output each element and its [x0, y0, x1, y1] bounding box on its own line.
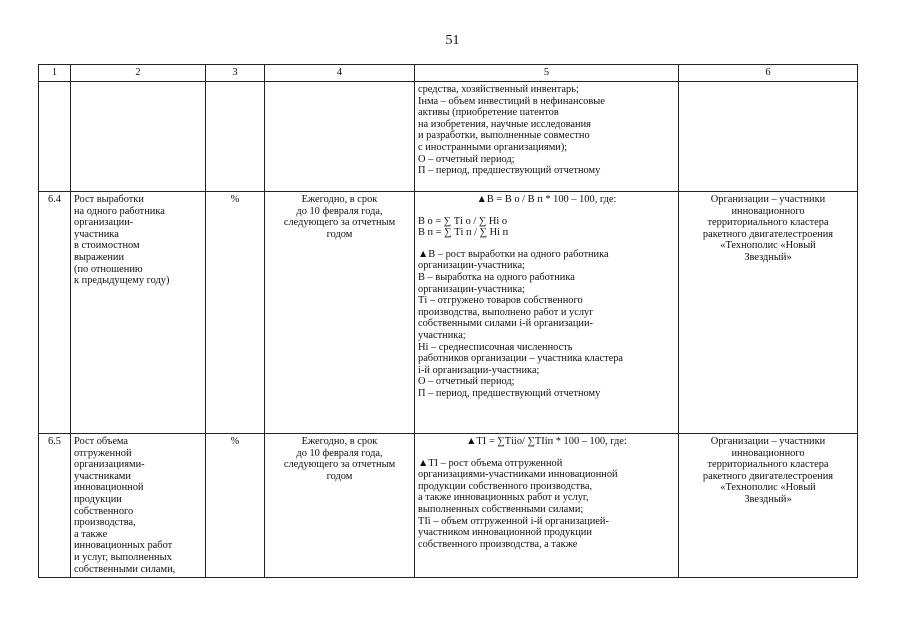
responsible-line: инновационного [731, 205, 805, 217]
cont-num-cell [39, 82, 71, 192]
definition-line: В – выработка на одного работника [418, 271, 575, 283]
definition-line: производства, выполнено работ и услуг [418, 306, 594, 318]
row-6-4-formula [415, 192, 679, 434]
definition-line: i-й организации-участника; [418, 364, 540, 376]
row-6-5-responsible [679, 434, 858, 578]
responsible-line: территориального кластера [707, 459, 829, 471]
definition-line: ▲В – рост выработки на одного работника [418, 248, 609, 260]
term-line: Ежегодно, в срок [301, 436, 378, 447]
name-line: участника [74, 228, 119, 240]
formula-line: Iнма – объем инвестиций в нефинансовые [418, 95, 605, 107]
header-col-5: 5 [415, 65, 679, 82]
name-line: собственными силами, [74, 563, 176, 575]
formula-line: на изобретения, научные исследования [418, 118, 591, 130]
responsible-line: инновационного [731, 447, 805, 459]
name-line: собственного [74, 505, 134, 517]
responsible-line: Звездный» [744, 251, 792, 263]
name-line: Рост выработки [74, 194, 144, 205]
term-line: до 10 февраля года, [296, 205, 383, 217]
term-line: следующего за отчетным [283, 217, 396, 229]
row-6-5-term [265, 434, 415, 578]
formula-line: активы (приобретение патентов [418, 107, 559, 119]
table-row-6-5 [39, 434, 858, 578]
responsible-line: Организации – участники [710, 194, 826, 205]
indicators-table [38, 64, 858, 578]
name-line: инновационной [74, 482, 144, 494]
responsible-line: ракетного двигателестроения [702, 470, 834, 482]
definition-line: собственными силами i-й организации- [418, 318, 593, 330]
row-6-4-term [265, 192, 415, 434]
table-row-continuation [39, 82, 858, 192]
definition-line: собственного производства, а также [418, 538, 578, 550]
formula-line: средства, хозяйственный инвентарь; [418, 84, 579, 95]
page-number: 51 [445, 33, 460, 48]
term-line: годом [326, 228, 353, 240]
name-line: производства, [74, 517, 136, 529]
name-line: и услуг, выполненных [74, 551, 172, 563]
row-6-4-unit: % [206, 192, 265, 434]
cont-resp-cell [679, 82, 858, 192]
definition-line: организации-участника; [418, 260, 525, 272]
formula-line: П – период, предшествующий отчетному [418, 165, 601, 177]
responsible-line: территориального кластера [707, 217, 829, 229]
name-line: а также [74, 528, 108, 540]
header-col-1: 1 [39, 65, 71, 82]
definition-line: ▲ТI – рост объема отгруженной [418, 457, 563, 469]
formula-main: ▲В = В о / В п * 100 – 100, где: [476, 194, 617, 205]
formula-line: В о = ∑ Тi о / ∑ Нi о [418, 215, 508, 227]
table-row-6-4 [39, 192, 858, 434]
name-line: Рост объема [74, 436, 129, 447]
header-col-2: 2 [71, 65, 206, 82]
term-line: Ежегодно, в срок [301, 194, 378, 205]
term-line: следующего за отчетным [283, 459, 396, 471]
definition-line: Тi – отгружено товаров собственного [418, 295, 583, 307]
table-header-row [39, 65, 858, 82]
definition-line: П – период, предшествующий отчетному [418, 387, 601, 399]
definition-line: участника; [418, 329, 466, 341]
definition-line: выполненных собственными силами; [418, 503, 584, 515]
name-line: к предыдущему году) [74, 275, 170, 287]
formula-main: ▲ТI = ∑Тiiо/ ∑ТIiп * 100 – 100, где: [466, 436, 627, 447]
formula-line: О – отчетный период; [418, 153, 515, 165]
header-col-4: 4 [265, 65, 415, 82]
responsible-line: «Технополис «Новый [720, 482, 816, 494]
name-line: участниками [74, 470, 131, 482]
name-line: выражении [74, 251, 125, 263]
responsible-line: Организации – участники [710, 436, 826, 447]
name-line: на одного работника [74, 205, 165, 217]
formula-line: с иностранными организациями); [418, 141, 568, 153]
cont-unit-cell [206, 82, 265, 192]
header-col-3: 3 [206, 65, 265, 82]
row-6-4-responsible [679, 192, 858, 434]
responsible-line: «Технополис «Новый [720, 240, 816, 252]
definition-line: работников организации – участника кластера [418, 353, 624, 365]
row-6-5-formula [415, 434, 679, 578]
cont-name-cell [71, 82, 206, 192]
name-line: отгруженной [74, 447, 132, 459]
definition-line: О – отчетный период; [418, 376, 515, 388]
name-line: организации- [74, 217, 134, 229]
definition-line: а также инновационных работ и услуг, [418, 492, 589, 504]
definition-line: продукции собственного производства, [418, 480, 593, 492]
header-col-6: 6 [679, 65, 858, 82]
term-line: до 10 февраля года, [296, 447, 383, 459]
term-line: годом [326, 470, 353, 482]
responsible-line: ракетного двигателестроения [702, 228, 834, 240]
row-6-4-number: 6.4 [39, 192, 71, 434]
row-6-4-name [71, 192, 206, 434]
name-line: организациями- [74, 459, 145, 471]
definition-line: участником инновационной продукции [418, 527, 592, 539]
row-6-5-name [71, 434, 206, 578]
responsible-line: Звездный» [744, 493, 792, 505]
formula-line: В п = ∑ Тi п / ∑ Нi п [418, 227, 509, 239]
definition-line: Нi – среднесписочная численность [418, 341, 573, 353]
cont-formula-cell [415, 82, 679, 192]
name-line: (по отношению [74, 263, 143, 275]
name-line: продукции [74, 493, 122, 505]
name-line: в стоимостном [74, 240, 140, 252]
formula-line: и разработки, выполненные совместно [418, 130, 590, 142]
row-6-5-number: 6.5 [39, 434, 71, 578]
row-6-5-unit: % [206, 434, 265, 578]
definition-line: организациями-участниками инновационной [418, 469, 618, 481]
name-line: инновационных работ [74, 540, 173, 552]
cont-term-cell [265, 82, 415, 192]
definition-line: ТIi – объем отгруженной i-й организацией- [418, 515, 609, 527]
definition-line: организации-участника; [418, 283, 525, 295]
